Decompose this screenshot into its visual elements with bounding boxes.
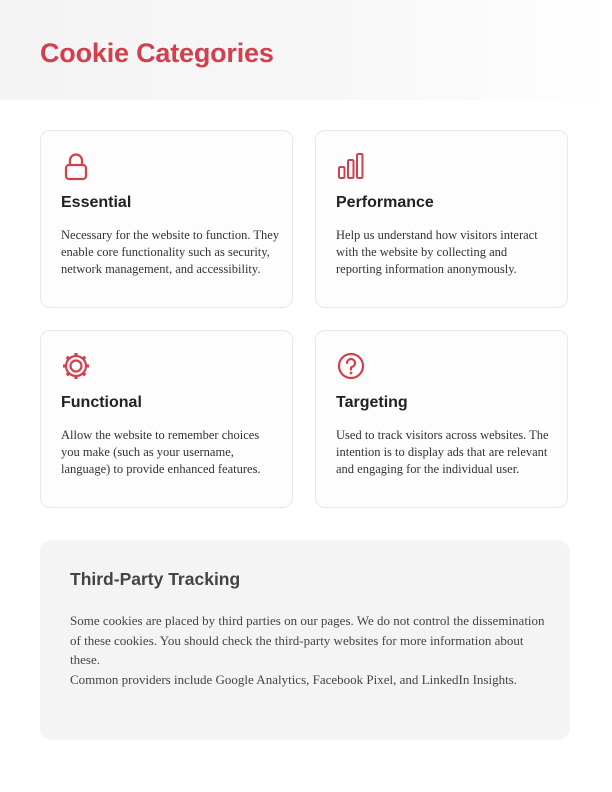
- category-title: Functional: [61, 394, 142, 411]
- gear-icon: [61, 351, 91, 381]
- category-title: Performance: [336, 194, 434, 211]
- category-title: Targeting: [336, 394, 408, 411]
- category-description: Necessary for the website to function. They enable core functionality such as security, network management, and accessibility.: [61, 228, 280, 276]
- section-title: Third-Party Tracking: [70, 569, 241, 589]
- paragraph: Common providers include Google Analytics, Facebook Pixel, and LinkedIn Insights.: [70, 671, 517, 687]
- category-description: Used to track visitors across websites. The intention is to display ads that are relevant and engaging for the individual user.: [336, 428, 549, 476]
- category-card-performance: [315, 130, 568, 308]
- bar-chart-icon: [336, 151, 366, 181]
- page-title: Cookie Categories: [40, 38, 274, 68]
- category-card-functional: [40, 330, 293, 508]
- category-card-targeting: [315, 330, 568, 508]
- category-card-essential: [40, 130, 293, 308]
- section-body: [70, 611, 546, 689]
- category-description: Help us understand how visitors interact with the website by collecting and reporting information anonymously.: [336, 228, 538, 276]
- category-description: Allow the website to remember choices you make (such as your username, language) to provide enhanced features.: [61, 428, 261, 476]
- paragraph: Some cookies are placed by third parties on our pages. We do not control the dissemination of these cookies. You should check the third-party websites for more information about these.: [70, 613, 545, 667]
- lock-icon: [61, 151, 91, 181]
- question-circle-icon: [336, 351, 366, 381]
- category-title: Essential: [61, 194, 132, 211]
- third-party-tracking-section: [40, 540, 570, 740]
- page-header: [0, 0, 612, 100]
